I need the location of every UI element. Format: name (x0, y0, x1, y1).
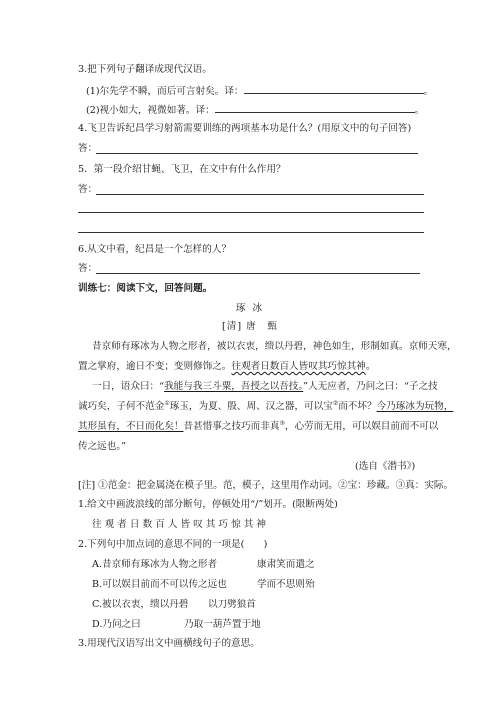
p2-line2-mid: 琢玉，为夏、殷、周、汉之器，可以宝 (169, 401, 333, 412)
q4-answer-line[interactable] (96, 153, 418, 154)
sub1-title: 1.给文中画波浪线的部分断句，停顿处用“/”划开。(限断两处) (78, 499, 338, 510)
q6-answer-line[interactable] (96, 273, 420, 274)
p2-line1-pre: 一日，语众曰：“ (92, 381, 165, 392)
passage-title: 琢 冰 (235, 303, 265, 314)
passage-p2-line-2 (78, 400, 453, 414)
sub2-option-b-compare: 学而不思则殆 (257, 579, 315, 590)
q3-s1-text: (1)尔先学不瞬，而后可言射矣。 (86, 86, 225, 97)
q3-sentence-2 (86, 102, 424, 118)
sub3-title: 3.用现代汉语写出文中画横线句子的意思。 (78, 638, 260, 649)
p2-line2-pre: 诚巧矣，子何不范金 (78, 401, 165, 412)
q5-title: 5．第一段介绍甘蝇、飞卫，在文中有什么作用？ (78, 164, 286, 175)
sub2-option-a-compare: 康肃笑而遣之 (257, 559, 315, 570)
q3-title: 3.把下列句子翻译成现代汉语。 (78, 64, 212, 75)
q3-s1-end: 。 (423, 86, 434, 97)
underlined-sentence-1: 我能与我三斗粟，吾授之以吾技。 (164, 381, 304, 392)
passage-p2-line-4: 传之远也。” (78, 441, 127, 452)
q5-answer-line-2[interactable] (78, 212, 424, 213)
footnote-marker-2: ② (332, 399, 339, 407)
q6-title: 6.从文中看，纪昌是一个怎样的人？ (78, 244, 232, 255)
q5-answer-line-1[interactable] (96, 194, 424, 195)
passage-p2-line-1 (92, 380, 438, 394)
footnotes: [注] ①范金：把金属浇在模子里。范，模子，这里用作动词。②宝：珍藏。③真：实际。 (78, 480, 454, 491)
passage-author: [清] 唐 甄 (222, 321, 278, 332)
footnote-marker-1: ① (164, 399, 170, 407)
q5-answer-label: 答： (78, 184, 98, 195)
q3-s2-answer-blank[interactable] (215, 102, 415, 113)
passage-source: (选自《潜书》) (355, 461, 416, 472)
q3-s2-label: 译： (195, 105, 215, 116)
p2-line3-mid: 昔甚惜事之技巧而非真 (183, 421, 280, 432)
p2-line1-post: ”人无应者，乃问之曰：“子之技 (303, 381, 438, 392)
p1-line2-pre: 置之掌府，逾日不变；变则修饰之。 (78, 361, 232, 372)
sub2-option-d-compare: 乃取一葫芦置于地 (184, 619, 261, 630)
q3-s1-label: 译： (224, 86, 244, 97)
exercise-heading: 训练七：阅读下文，回答问题。 (78, 283, 213, 294)
q5-answer-line-3[interactable] (78, 232, 424, 233)
sub2-title: 2.下列句中加点词的意思不同的一项是( ) (78, 539, 268, 550)
underlined-sentence-2b: 其形虽有，不日而化矣！ (78, 421, 184, 432)
footnote-marker-3: ③ (279, 419, 285, 427)
q3-s2-text: (2)视小如大，视微如著。 (86, 105, 196, 116)
sub1-sentence: 往 观 者 日 数 百 人 皆 叹 其 巧 惊 其 神 (92, 519, 266, 530)
sub2-option-c[interactable]: C.被以衣衷，缋以丹碧 (92, 599, 189, 610)
passage-p2-line-3 (78, 420, 438, 434)
q3-s1-answer-blank[interactable] (244, 83, 424, 94)
p2-line3-post: ，心劳而无用，可以娱目前而不可以 (284, 421, 439, 432)
underlined-sentence-2a: 今乃琢冰为玩物， (376, 401, 454, 412)
passage-p1-line-1: 昔京师有琢冰为人物之形者，被以衣衷，缋以丹碧，神色如生，形制如真。京师天寒， (92, 341, 457, 352)
q3-sentence-1 (86, 83, 433, 99)
q3-s2-end: 。 (414, 105, 425, 116)
sub2-option-d[interactable]: D.乃问之曰 (92, 619, 141, 630)
q4-answer-label: 答： (78, 143, 98, 154)
p1-line2-post: 。 (365, 361, 376, 372)
passage-p1-line-2 (78, 360, 375, 374)
sub2-option-b[interactable]: B.可以娱目前而不可以传之远也 (92, 579, 227, 590)
wavy-underlined-sentence: 往观者日数百人皆叹其巧惊其神 (231, 361, 366, 372)
q6-answer-label: 答： (78, 263, 98, 274)
sub2-option-c-compare: 以刀劈狼首 (208, 599, 256, 610)
q4-title: 4.飞卫告诉纪昌学习射箭需要训练的两项基本功是什么？(用原文中的句子回答) (78, 123, 412, 134)
sub2-option-a[interactable]: A.昔京师有琢冰为人物之形者 (92, 559, 218, 570)
p2-line2-mid2: 而不坏？ (338, 401, 377, 412)
